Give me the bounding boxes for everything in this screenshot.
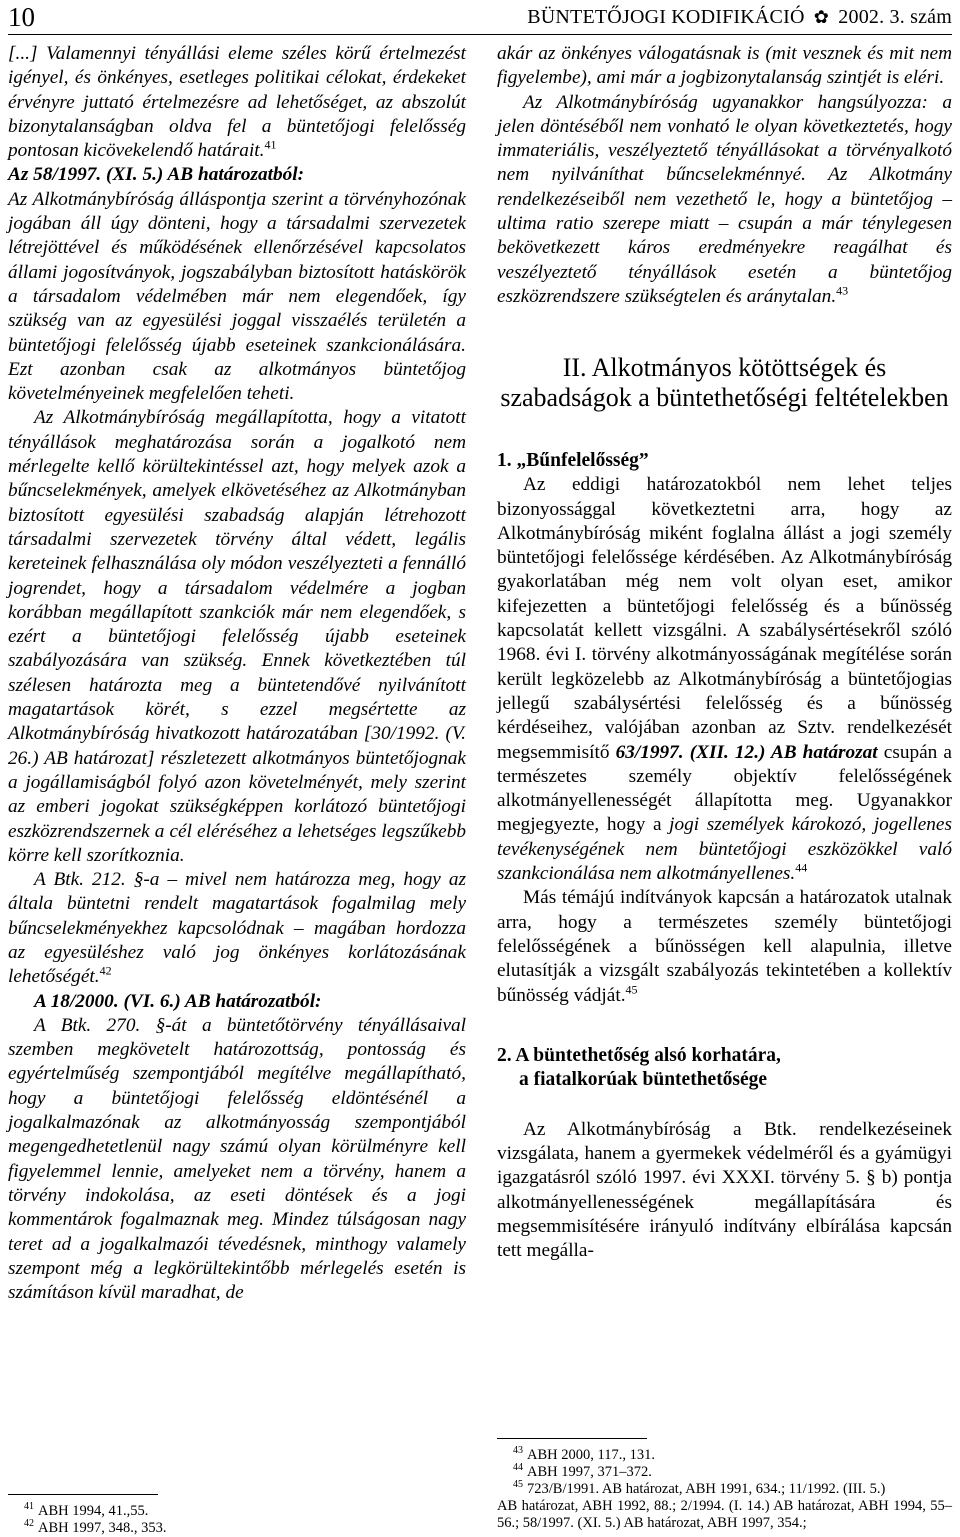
section-heading: II. Alkotmányos kötöttségek és szabadságok a büntethetőségi feltételekben <box>500 353 949 413</box>
paragraph: Az Alkotmánybíróság megállapította, hogy a vitatott tényállások meghatározása során a jogalkotó nem mérlegelte kellő körültekintéssel azt, hogy melyek azok a bűncselekmények, amelyek elkövetéséhez az Alkotmányban biztosított egyesülési szabadság alapján létrehozott társadalmi szervezetek törvény által védett, legális kereteinek felhasználása oly módon veszélyezteti a fennálló jogrendet, hogy a társadalom védelmére a jogban korábban megállapított szankciók már nem elegendőek, s ezért a büntetőjogi felelősség újabb eseteinek szabályozására van szükség. Ennek következtében túl szélesen határozta meg a büntetendővé nyilvánított magatartások körét, s ezzel megsértette az Alkotmánybíróság hivatkozott határozatában [30/1992. (V. 26.) AB határozat] részletezett alkotmányos büntetőjognak a jogállamiságból folyó azon követelményét, mely szerint az emberi jogokat szükségképpen korlátozó büntetőjogi eszközrendszernek a cél eléréséhez a lehetséges legszűkebb körre kell szorítkoznia. <box>8 407 466 866</box>
footnote <box>497 1464 952 1481</box>
ruling-heading: A 18/2000. (VI. 6.) AB határozatból: <box>34 990 322 1012</box>
footnote-text: ABH 1994, 41.,55. <box>38 1503 149 1519</box>
footnotes-left <box>8 1494 466 1537</box>
paragraph <box>8 42 466 163</box>
paragraph <box>497 473 952 886</box>
issue-number: 2002. 3. szám <box>838 6 952 28</box>
left-column <box>8 42 466 1305</box>
footnote-text: ABH 1997, 348., 353. <box>38 1520 167 1536</box>
right-column <box>497 42 952 1264</box>
footnote <box>8 1503 466 1520</box>
paragraph-text: jogi személyek károkozó, jogellenes tevékenységének nem büntetőjogi eszközökkel való szankcionálása nem alkotmányellenes. <box>497 814 952 885</box>
ruling-heading: Az 58/1997. (XI. 5.) AB határozatból: <box>8 164 305 186</box>
paragraph: akár az önkényes válogatásnak is (mit vesznek és mit nem figyelembe), ami már a jogbizonytalanság szintjét is eléri. <box>497 43 952 89</box>
paragraph <box>497 886 952 1007</box>
footnote-text: 723/B/1991. AB határozat, ABH 1991, 634.; 11/1992. (III. 5.) <box>527 1481 886 1497</box>
page-number: 10 <box>8 2 35 32</box>
footnotes-right <box>497 1438 952 1532</box>
footnote-text: ABH 2000, 117., 131. <box>527 1447 655 1463</box>
paragraph-text: [...] Valamennyi tényállási eleme széles körű értelmezést igényel, és önkényes, esetleges politikai célokat, érdekeket érvényre juttató értelmezésre ad lehetőséget, az abszolút bizonytalanságban oldva fel a büntetőjogi felelősség pontosan kicövekelendő határait. <box>8 43 466 162</box>
footnote-ref: 44 <box>795 860 808 875</box>
footnote <box>497 1447 952 1464</box>
subsection-heading: 1. „Bűnfelelősség” <box>497 450 649 472</box>
footnote-ref: 42 <box>99 963 112 978</box>
subsection-heading <box>497 1044 952 1092</box>
footnote-number: 42 <box>24 1518 34 1530</box>
paragraph-text: Az Alkotmánybíróság ugyanakkor hangsúlyozza: a jelen döntéséből nem vonható le olyan következtetés, hogy immateriális, veszélyeztető tényállásokat a törvényalkotó nem nyilváníthat bűncselekménnyé. Az Alkotmány rendelkezéseiből nem vezethető le, hogy a büntetőjog – ultima ratio szerepe miatt – csupán a már ténylegesen bekövetkezett káros eredményekre reagálhat és veszélyeztető tényállások esetén a büntetőjog eszközrendszere szükségtelen és aránytalan. <box>497 91 952 307</box>
paragraph-text: Az eddigi határozatokból nem lehet teljes bizonyossággal következtetni arra, hogy az Alkotmánybíróság miként foglalna állást a jogi személy büntetőjogi felelőssége kérdésében. Az Alkotmánybíróság gyakorlatában még nem volt olyan eset, amikor kifejezetten a büntetőjogi felelősség és a bűnösség kapcsolatát kellett vizsgálni. A szabálysértésekről szóló 1968. évi I. törvény alkotmányosságának megítélése során került legközelebb az Alkotmánybíróság a büntetőjogias jellegű szabálysértési felelősség és a bűnösség kérdéseihez, valójában azonban az Sztv. rendelkezését megsemmisítő <box>497 474 952 763</box>
running-title <box>527 0 952 34</box>
footnote-divider <box>497 1438 647 1439</box>
paragraph-text: Más témájú indítványok kapcsán a határozatok utalnak arra, hogy a természetes személy büntetőjogi felelősségének a bűnösségen kell alapulnia, illetve elutasítják a vizsgált szabályozás tekintetében a kollektív bűnösség vádját. <box>497 887 952 1006</box>
footnote-ref: 43 <box>836 283 849 298</box>
footnote-ref: 41 <box>264 137 277 152</box>
footnote-number: 44 <box>513 1462 523 1474</box>
footnote-divider <box>8 1494 158 1495</box>
footnote-number: 41 <box>24 1501 34 1513</box>
footnote-ref: 45 <box>625 982 638 997</box>
footnote-text: ABH 1997, 371–372. <box>527 1464 652 1480</box>
footnote-number: 45 <box>513 1479 523 1491</box>
footnote-number: 43 <box>513 1445 523 1457</box>
paragraph-text: csupán a természetes személy objektív felelősségének alkotmányellenességét állapította meg. Ugyanakkor megjegyezte, hogy a <box>497 741 952 836</box>
subsection-heading-line: a fiatalkorúak büntethetősége <box>519 1068 768 1090</box>
footnote <box>8 1520 466 1537</box>
paragraph: A Btk. 270. §-át a büntetőtörvény tényállásaival szemben megkövetelt határozottság, pontosság és egyértelműség szempontjából megítélve megállapítható, hogy a büntetőjogi felelősség eldöntésénél a jogalkalmazónak az alkotmányosság szempontjából megengedhetetlenül nagy számú olyan körülményre kell figyelemmel lennie, amelyeket nem a törvény, hanem a törvény indokolása, az eseti döntések és a jogi kommentárok fogalmaznak meg. Mindez túlságosan nagy teret ad a jogalkalmazói tévedésnek, minthogy valamely szempont még a legkörültekintőbb mérlegelés esetén is számításon kívül maradhat, de <box>8 1014 466 1304</box>
paragraph: Az Alkotmánybíróság álláspontja szerint a törvényhozónak jogában áll úgy dönteni, hogy a társadalmi szervezetek létrejöttével és működésének ellenőrzésével kapcsolatos állami jogosítványok, jogszabályban biztosított hatáskörök a társadalom védelmében már nem elegendőek, így szükség van az egyesülési joggal visszaélés területén a büntetőjogi felelősség újabb eseteinek szankcionálására. Ezt azonban csak az alkotmányos büntetőjog követelményeinek megfelelően teheti. <box>8 188 466 405</box>
subsection-heading-line: 2. A büntethetőség alsó korhatára, <box>497 1044 781 1066</box>
ornament-icon: ✿ <box>813 7 830 27</box>
paragraph-text: A Btk. 212. §-a – mivel nem határozza meg, hogy az általa büntetni rendelt magatartások fogalmilag mely bűncselekményekhez kapcsolódnak – magában hordozza az egyesüléshez való jog önkényes korlátozásának lehetőségét. <box>8 869 466 988</box>
paragraph <box>8 868 466 989</box>
footnote <box>497 1481 952 1498</box>
page-header <box>8 0 952 35</box>
paragraph <box>497 91 952 310</box>
paragraph: Az Alkotmánybíróság a Btk. rendelkezéseinek vizsgálata, hanem a gyermekek védelméről és a gyámügyi igazgatásról szóló 1997. évi XXXI. törvény 5. § b) pontja alkotmányellenességének megállapítására és megsemmisítésére irányuló indítvány elbírálása kapcsán tett megálla- <box>497 1118 952 1262</box>
footnote-continuation: AB határozat, ABH 1992, 88.; 2/1994. (I. 14.) AB határozat, ABH 1994, 55–56.; 58/1997. (XI. 5.) AB határozat, ABH 1997, 354.; <box>497 1498 952 1531</box>
journal-title: BÜNTETŐJOGI KODIFIKÁCIÓ <box>527 6 805 28</box>
ruling-reference: 63/1997. (XII. 12.) AB határozat <box>615 741 878 763</box>
